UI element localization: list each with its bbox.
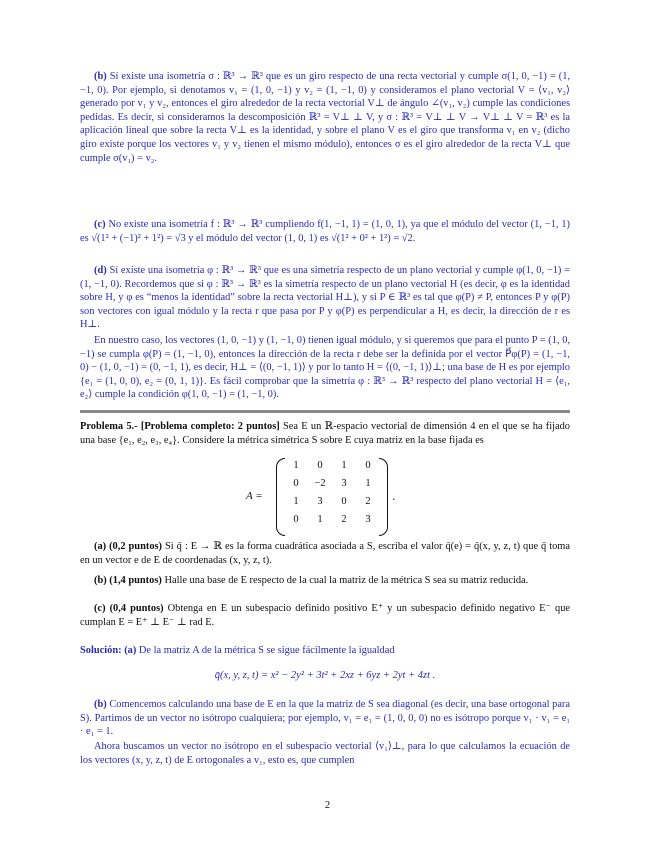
question-b xyxy=(80,574,570,588)
solution-b xyxy=(80,698,570,739)
question-b-text: Halle una base de E respecto de la cual la matriz de la métrica S sea su matriz reducida. xyxy=(164,575,529,586)
solution-a-text: De la matriz A de la métrica S se sigue fácilmente la igualdad xyxy=(138,645,395,656)
solution-b-text-2: Ahora buscamos un vector no isótropo en el subespacio vectorial ⟨v₁⟩⊥, para lo que calculamos la ecuación de los vectores (x, y, z, t) de E ortogonales a v₁, esto es, que cumplen xyxy=(80,741,570,766)
solution-b-label: (b) xyxy=(94,699,107,710)
part-c-text: No existe una isometría f : ℝ³ → ℝ³ cumpliendo f(1, −1, 1) = (1, 0, 1), ya que el módulo del vector (1, −1, 1) es √(1² + (−1)² + 1²) = √3 y el módulo del vector (1, 0, 1) es √(1² + 0² + 1²) = √2. xyxy=(80,219,570,244)
matrix-cell: 2 xyxy=(365,496,371,507)
matrix-cell: 3 xyxy=(365,514,371,525)
solution-b-text: Comencemos calculando una base de E en la que la matriz de S sea diagonal (es decir, una base ortogonal para S). Partimos de un vector no isótropo cualquiera; por ejemplo, v₁ = e₁ = (1, 0, 0, 0) no es isótropo porque v₁ · v₁ = e₁ · e₁ = 1. xyxy=(80,699,570,738)
page-number: 2 xyxy=(324,800,331,811)
part-b-paragraph xyxy=(80,70,570,165)
solution-b-paragraph-2 xyxy=(80,740,570,767)
matrix-period: . xyxy=(392,490,396,503)
question-c-label: (c) (0,4 puntos) xyxy=(94,603,164,614)
part-d-paragraph xyxy=(80,264,570,332)
question-a-label: (a) (0,2 puntos) xyxy=(94,541,163,552)
question-a-text: Si q̄ : E → ℝ es la forma cuadrática asociada a S, escriba el valor q̄(e) = q̄(x, y, z, t) que q̄ toma en un vector e de E de coordenadas (x, y, z, t). xyxy=(80,541,570,566)
part-c-paragraph xyxy=(80,218,570,245)
matrix-cell: 1 xyxy=(293,460,299,471)
question-c-text: Obtenga en E un subespacio definido positivo E⁺ y un subespacio definido negativo E⁻ que cumplan E = E⁺ ⊥ E⁻ ⊥ rad E. xyxy=(80,603,570,628)
matrix-cell: 1 xyxy=(365,478,371,489)
part-b-label: (b) xyxy=(94,71,107,82)
problem-5-statement xyxy=(80,420,570,447)
matrix-cell: 2 xyxy=(341,514,347,525)
matrix-cell: 1 xyxy=(341,460,347,471)
question-c xyxy=(80,602,570,629)
part-c-label: (c) xyxy=(94,219,106,230)
matrix-cell: 0 xyxy=(317,460,323,471)
matrix-a xyxy=(80,458,570,536)
matrix-body xyxy=(276,458,388,534)
matrix-grid xyxy=(284,460,380,532)
quadratic-form-formula: q̄(x, y, z, t) = x² − 2y² + 3t² + 2xz + 6yz + 2yt + 4zt . xyxy=(214,670,436,681)
section-divider xyxy=(80,410,570,413)
matrix-cell: 0 xyxy=(293,514,299,525)
matrix-cell: 0 xyxy=(341,496,347,507)
part-d-paragraph-2 xyxy=(80,334,570,402)
matrix-cell: 3 xyxy=(341,478,347,489)
question-b-label: (b) (1,4 puntos) xyxy=(94,575,162,586)
part-d-text-2: En nuestro caso, los vectores (1, 0, −1) y (1, −1, 0) tienen igual módulo, y si queremos que para el punto P = (1, 0, −1) se cumpla φ(P) = (1, −1, 0), entonces la dirección de la recta r debe ser la definida por el vector P⃗φ(P) = (1, −1, 0) − (1, 0, −1) = (0, −1, 1), es decir, H⊥ = ⟨(0, −1, 1)⟩ y por lo tanto H = ⟨(0, −1, 1)⟩⊥; una base de H es por ejemplo {e₁ = (1, 0, 0), e₂ = (0, 1, 1)}. Es fácil comprobar que la simetría φ : ℝ³ → ℝ³ respecto del plano vectorial H = ⟨e₁, e₂⟩ cumple la condición φ(1, 0, −1) = (1, −1, 0). xyxy=(80,335,570,401)
solution-a-label: (a) xyxy=(124,645,137,656)
problem-5-title: Problema 5.- [Problema completo: 2 puntos] xyxy=(80,421,280,432)
matrix-cell: 0 xyxy=(365,460,371,471)
matrix-cell: 3 xyxy=(317,496,323,507)
matrix-label: A = xyxy=(246,490,263,502)
matrix-cell: 1 xyxy=(293,496,299,507)
matrix-cell: 0 xyxy=(293,478,299,489)
solution-a xyxy=(80,644,570,658)
part-d-text: Sí existe una isometría φ : ℝ³ → ℝ³ que es una simetría respecto de un plano vectorial y cumple φ(1, 0, −1) = (1, −1, 0). Recordemos que si φ : ℝ³ → ℝ³ es la simetría respecto de un plano vectorial H (es decir, φ es la identidad sobre H, y φ es “menos la identidad” sobre la recta vectorial H⊥), y si P ∈ ℝ³ es tal que φ(P) ≠ P, entonces P y φ(P) son vectores con igual módulo y la recta r que pasa por P y φ(P) es perpendicular a H, es decir, la dirección de r es H⊥. xyxy=(80,265,570,331)
matrix-cell: −2 xyxy=(314,478,326,489)
matrix-cell: 1 xyxy=(317,514,323,525)
solution-label: Solución: xyxy=(80,645,122,656)
part-d-label: (d) xyxy=(94,265,107,276)
part-b-text: Sí existe una isometría σ : ℝ³ → ℝ³ que es un giro respecto de una recta vectorial y cumple σ(1, 0, −1) = (1, −1, 0). Por ejemplo, si denotamos v₁ = (1, 0, −1) y v₂ = (1, −1, 0) y consideramos el plano vectorial V = ⟨v₁, v₂⟩ generado por v₁ y v₂, entonces el giro alrededor de la recta vectorial V⊥ de ángulo ∠(v₁, v₂) cumple las condiciones pedidas. Es decir, si consideramos la descomposición ℝ³ = V⊥ ⊥ V, y σ : ℝ³ = V⊥ ⊥ V → V⊥ ⊥ V = ℝ³ es la aplicación lineal que sobre la recta V⊥ es la identidad, y sobre el plano V es el giro que transforma v₁ en v₂ (dicho giro existe porque los vectores v₁ y v₂ tienen el mismo módulo), entonces σ es el giro alrededor de la recta V⊥ que cumple σ(v₁) = v₂. xyxy=(80,71,570,164)
problem-5-intro: Sea E un ℝ-espacio vectorial de dimensión 4 en el que se ha fijado una base {e₁, e₂, e₃, e₄}. Considere la métrica simétrica S sobre E cuya matriz en la base fijada es xyxy=(80,421,571,446)
question-a xyxy=(80,540,570,567)
right-parenthesis xyxy=(379,458,388,536)
